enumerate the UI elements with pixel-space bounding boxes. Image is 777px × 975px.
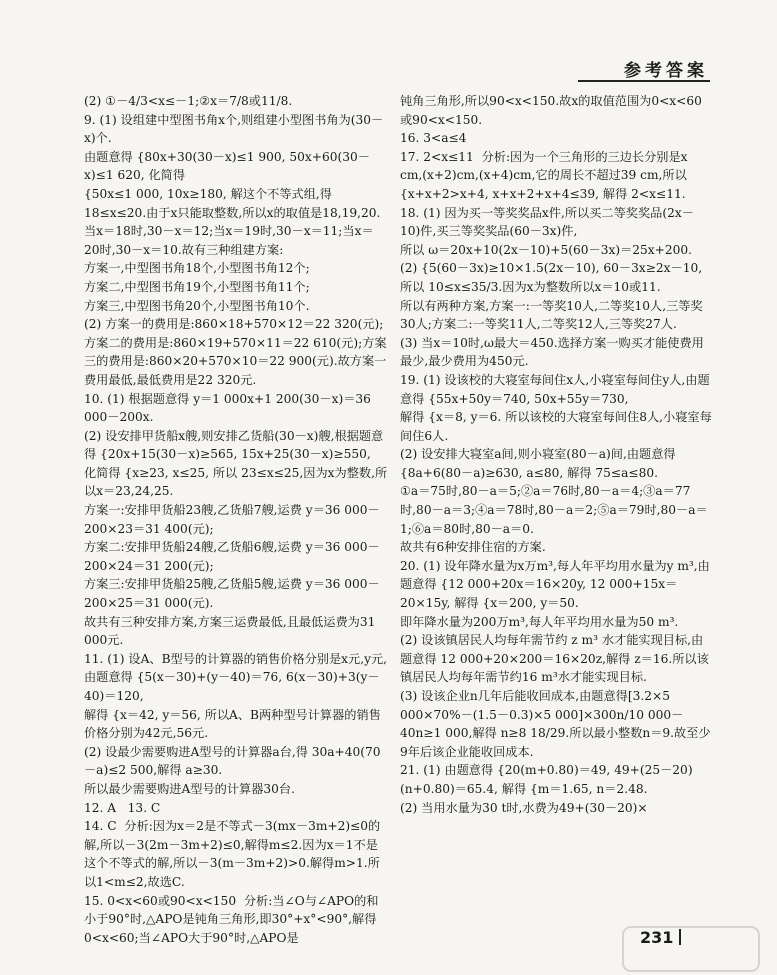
answer-paragraph: 所以最少需要购进A型号的计算器30台.	[84, 781, 295, 796]
left-column	[84, 92, 389, 947]
answer-paragraph: 故共有三种安排方案,方案三运费最低,且最低运费为31 000元.	[84, 614, 380, 648]
answer-paragraph: 化简得 {x≥23, x≤25, 所以 23≤x≤25,因为x为整数,所以x＝23,24,25.	[84, 465, 388, 499]
answer-paragraph: 故共有6种安排住宿的方案.	[400, 540, 546, 555]
answer-paragraph: (2) {5(60－3x)≥10×1.5(2x－10), 60－3x≥2x－10, 所以 10≤x≤35/3.因为x为整数所以x＝10或11.	[400, 261, 706, 294]
answer-paragraph: 18. (1) 因为买一等奖奖品x件,所以买二等奖奖品(2x－10)件,买三等奖奖品(60－3x)件,	[400, 205, 694, 239]
page-header	[578, 52, 710, 82]
answer-paragraph: 16. 3<a≤4	[400, 131, 467, 146]
answer-paragraph: 17. 2<x≤11 分析:因为一个三角形的三边长分别是x cm,(x+2)cm,(x+4)cm,它的周长不超过39 cm,所以 {x+x+2>x+4, x+x+2+x+4≤39, 解得 2<x≤11.	[400, 149, 692, 201]
answer-paragraph: 所以 ω＝20x+10(2x－10)+5(60－3x)＝25x+200.	[400, 242, 693, 257]
answer-paragraph: 方案三,中型图书角20个,小型图书角10个.	[84, 298, 310, 313]
page-number: 231	[640, 928, 674, 947]
watermark-logo	[621, 925, 761, 973]
answer-paragraph: (3) 当x＝10时,ω最大＝450.选择方案一购买才能使费用最少,最少费用为450元.	[400, 335, 704, 369]
answer-paragraph: (2) 当用水量为30 t时,水费为49+(30－20)×	[400, 800, 648, 815]
answer-paragraph: 即年降水量为200万m³,每人年平均用水量为50 m³.	[400, 614, 679, 629]
answer-paragraph: (2) 设安排甲货船x艘,则安排乙货船(30－x)艘,根据题意得 {20x+15(30－x)≥565, 15x+25(30－x)≥550,	[84, 428, 384, 462]
answer-paragraph: 解得 {x＝8, y＝6. 所以该校的大寝室每间住8人,小寝室每间住6人.	[400, 410, 712, 443]
answer-paragraph: 10. (1) 根据题意得 y＝1 000x+1 200(30－x)＝36 000－200x.	[84, 391, 375, 425]
answer-paragraph: 21. (1) 由题意得 {20(m+0.80)＝49, 49+(25－20)(n+0.80)＝65.4, 解得 {m＝1.65, n＝2.48.	[400, 763, 693, 796]
answer-paragraph: 方案一:安排甲货船23艘,乙货船7艘,运费 y＝36 000－200×23＝31 400(元);	[84, 503, 380, 536]
answer-paragraph: 12. A 13. C	[84, 800, 161, 815]
answer-paragraph: (2) 方案一的费用是:860×18+570×12＝22 320(元);方案二的费用是:860×19+570×11＝22 610(元);方案三的费用是:860×20+570×10＝22 900(元).故方案一费用最低,最低费用是22 320元.	[84, 317, 387, 387]
header-title: 参考答案	[624, 61, 708, 81]
answer-paragraph: 9. (1) 设组建中型图书角x个,则组建小型图书角为(30－x)个.	[84, 112, 384, 146]
answer-paragraph: 所以有两种方案,方案一:一等奖10人,二等奖10人,三等奖30人;方案二:一等奖11人,二等奖12人,三等奖27人.	[400, 298, 703, 332]
answer-paragraph: 15. 0<x<60或90<x<150 分析:当∠O与∠APO的和小于90°时,△APO是钝角三角形,即30°+x°<90°,解得0<x<60;当∠APO大于90°时,△APO是	[84, 893, 379, 945]
answer-paragraph: 方案二:安排甲货船24艘,乙货船6艘,运费 y＝36 000－200×24＝31 200(元);	[84, 540, 380, 573]
answer-paragraph: 方案一,中型图书角18个,小型图书角12个;	[84, 261, 310, 276]
answer-paragraph: (2) 设最少需要购进A型号的计算器a台,得 30a+40(70－a)≤2 500,解得 a≥30.	[84, 744, 381, 778]
answer-paragraph: 19. (1) 设该校的大寝室每间住x人,小寝室每间住y人,由题意得 {55x+50y＝740, 50x+55y＝730,	[400, 372, 710, 406]
answer-paragraph: 解得 {x＝42, y＝56, 所以A、B两种型号计算器的销售价格分别为42元,56元.	[84, 707, 381, 741]
answer-paragraph: 方案二,中型图书角19个,小型图书角11个;	[84, 279, 310, 294]
answer-paragraph: {50x≤1 000, 10x≥180, 解这个不等式组,得 18≤x≤20.由于x只能取整数,所以x的取值是18,19,20.当x＝18时,30－x＝12;当x＝19时,30－x＝11;当x＝20时,30－x＝10.故有三种组建方案:	[84, 186, 381, 257]
answer-paragraph: 14. C 分析:因为x＝2是不等式－3(mx－3m+2)≤0的解,所以－3(2m－3m+2)≤0,解得m≤2.因为x＝1不是这个不等式的解,所以－3(m－3m+2)>0.解得m>1.所以1<m≤2,故选C.	[84, 819, 381, 889]
answer-paragraph: 20. (1) 设年降水量为x万m³,每人年平均用水量为y m³,由题意得 {12 000+20x＝16×20y, 12 000+15x＝20×15y, 解得 {x＝200, y＝50.	[400, 558, 710, 611]
answer-paragraph: 方案三:安排甲货船25艘,乙货船5艘,运费 y＝36 000－200×25＝31 000(元).	[84, 577, 380, 611]
answer-paragraph: 由题意得 {80x+30(30－x)≤1 900, 50x+60(30－x)≤1 620, 化简得	[84, 149, 370, 183]
answer-paragraph: 11. (1) 设A、B型号的计算器的销售价格分别是x元,y元,由题意得 {5(x－30)+(y－40)＝76, 6(x－30)+3(y－40)＝120,	[84, 651, 388, 703]
right-column	[400, 92, 712, 817]
answer-paragraph: 钝角三角形,所以90<x<150.故x的取值范围为0<x<60或90<x<150.	[400, 94, 702, 127]
answer-paragraph: (2) 设安排大寝室a间,则小寝室(80－a)间,由题意得 {8a+6(80－a)≥630, a≤80, 解得 75≤a≤80.	[400, 447, 680, 480]
answer-paragraph: ①a＝75时,80－a＝5;②a＝76时,80－a＝4;③a＝77时,80－a＝3;④a＝78时,80－a＝2;⑤a＝79时,80－a＝1;⑥a＝80时,80－a＝0.	[400, 484, 708, 536]
header-rule	[578, 80, 710, 82]
answer-paragraph: (2) 设该镇居民人均每年需节约 z m³ 水才能实现目标,由题意得 12 000+20×200＝16×20z,解得 z＝16.所以该镇居民人均每年需节约16 m³水才能实现目标.	[400, 633, 709, 685]
answer-paragraph: (2) ①－4/3<x≤－1;②x＝7/8或11/8.	[84, 94, 293, 108]
answer-paragraph: (3) 设该企业n几年后能收回成本,由题意得[3.2×5 000×70%－(1.5－0.3)×5 000]×300n/10 000－40n≥1 000,解得 n≥8 18/29.所以最小整数n＝9.故至少9年后该企业能收回成本.	[400, 689, 711, 759]
